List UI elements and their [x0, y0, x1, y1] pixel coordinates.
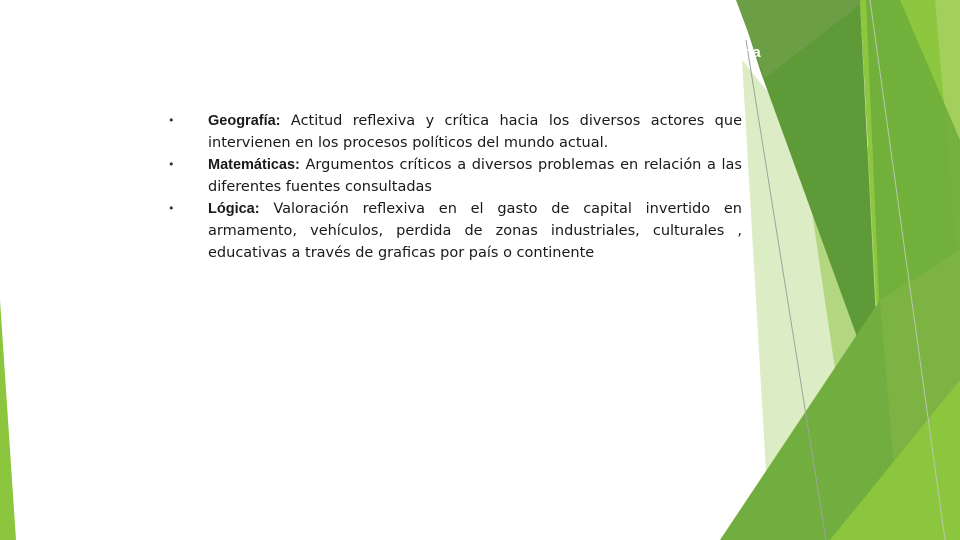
item-text: Actitud reflexiva y crítica hacia los diversos actores que intervienen en los procesos políticos del mundo actual. — [208, 113, 742, 151]
bullet-list — [168, 110, 742, 264]
slide-title-fragment: ina — [739, 44, 761, 61]
bullet-icon: • — [168, 158, 175, 171]
bullet-icon: • — [168, 202, 175, 215]
list-item — [168, 198, 742, 264]
left-green-triangle — [0, 300, 16, 540]
list-item — [168, 110, 742, 154]
item-text: Valoración reflexiva en el gasto de capital invertido en armamento, vehículos, perdida de zonas industriales, culturales , educativas a través de graficas por país o continente — [208, 201, 742, 261]
item-term: Lógica: — [208, 201, 260, 217]
list-item — [168, 154, 742, 198]
bullet-icon: • — [168, 114, 175, 127]
item-text: Argumentos críticos a diversos problemas en relación a las diferentes fuentes consultadas — [208, 157, 742, 195]
item-term: Matemáticas: — [208, 157, 300, 173]
item-term: Geografía: — [208, 113, 281, 129]
